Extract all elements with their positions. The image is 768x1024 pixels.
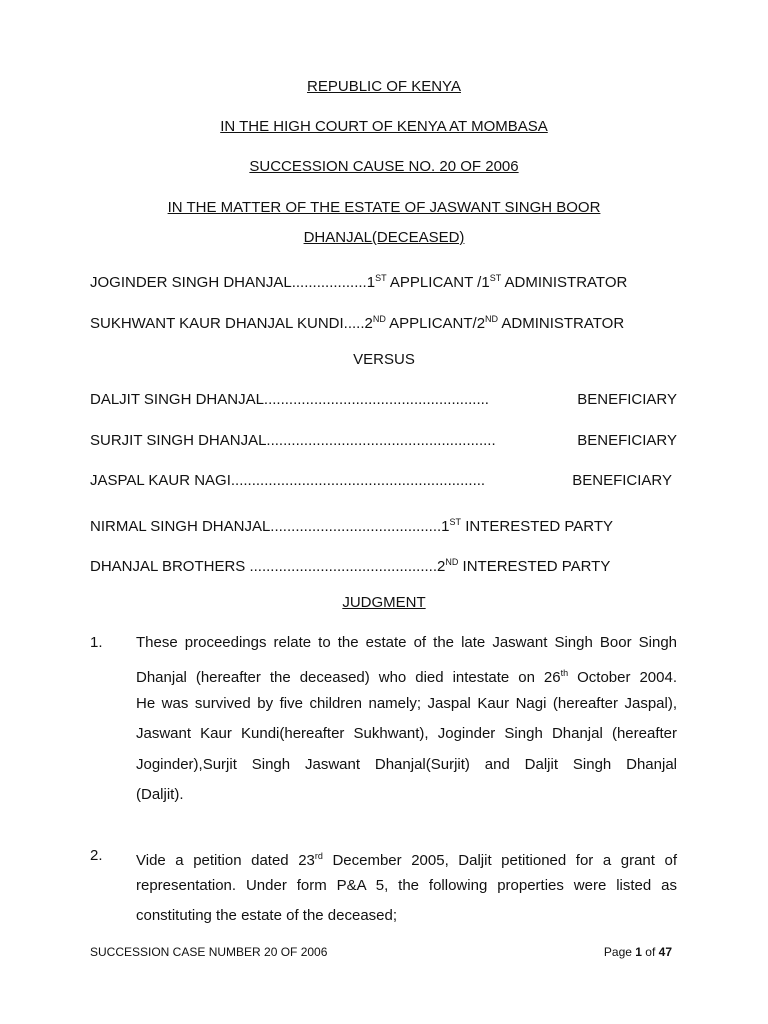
respondent-3-role: BENEFICIARY	[572, 472, 672, 489]
respondent-1-name: DALJIT SINGH DHANJAL......................................................	[90, 391, 489, 408]
paragraph-1-line: He was survived by five children namely; Jaspal Kaur Nagi (hereafter Jaspal),	[136, 695, 677, 712]
paragraph-2-number: 2.	[90, 847, 103, 864]
footer-page-number: Page 1 of 47	[603, 945, 672, 959]
judgment-title: JUDGMENT	[342, 594, 426, 611]
paragraph-1-line: Jaswant Kaur Kundi(hereafter Sukhwant), Joginder Singh Dhanjal (hereafter	[136, 725, 677, 742]
heading-cause-number: SUCCESSION CAUSE NO. 20 OF 2006	[249, 158, 519, 175]
footer-case-number: SUCCESSION CASE NUMBER 20 OF 2006	[90, 945, 328, 959]
heading-republic: REPUBLIC OF KENYA	[307, 78, 461, 95]
applicant-1-text: JOGINDER SINGH DHANJAL..................1ST APPLICANT /1ST ADMINISTRATOR	[90, 273, 628, 291]
interested-party-1	[90, 512, 677, 537]
paragraph-2-line: representation. Under form P&A 5, the following properties were listed as	[136, 877, 677, 894]
paragraph-1-line: (Daljit).	[136, 786, 184, 803]
interested-party-2	[90, 552, 677, 577]
heading-matter-line2: DHANJAL(DECEASED)	[303, 229, 465, 246]
paragraph-1-line: Dhanjal (hereafter the deceased) who died intestate on 26th October 2004.	[136, 668, 678, 686]
applicant-1	[90, 268, 677, 293]
paragraph-1-line: Joginder),Surjit Singh Jaswant Dhanjal(Surjit) and Daljit Singh Dhanjal	[136, 756, 677, 773]
applicant-2-text: SUKHWANT KAUR DHANJAL KUNDI.....2ND APPLICANT/2ND ADMINISTRATOR	[90, 314, 625, 332]
respondent-3	[90, 471, 672, 491]
interested-party-1-text: NIRMAL SINGH DHANJAL.........................................1ST INTERESTED PARTY	[90, 517, 614, 535]
paragraph-2-line: constituting the estate of the deceased;	[136, 907, 398, 924]
paragraph-1-number: 1.	[90, 634, 103, 651]
heading-court: IN THE HIGH COURT OF KENYA AT MOMBASA	[220, 118, 548, 135]
paragraph-2-line: Vide a petition dated 23rd December 2005, Daljit petitioned for a grant of	[136, 851, 677, 869]
paragraph-1-line: These proceedings relate to the estate of the late Jaswant Singh Boor Singh	[136, 634, 677, 651]
versus-label: VERSUS	[353, 351, 415, 368]
respondent-2-role: BENEFICIARY	[577, 432, 677, 449]
applicant-2	[90, 309, 677, 334]
respondent-1-role: BENEFICIARY	[577, 391, 677, 408]
interested-party-2-text: DHANJAL BROTHERS .............................................2ND INTERESTED PARTY	[90, 557, 611, 575]
respondent-2-name: SURJIT SINGH DHANJAL.......................................................	[90, 432, 496, 449]
respondent-1	[90, 390, 677, 410]
respondent-3-name: JASPAL KAUR NAGI.............................................................	[90, 472, 486, 489]
respondent-2	[90, 431, 677, 451]
heading-matter-line1: IN THE MATTER OF THE ESTATE OF JASWANT SINGH BOOR	[167, 199, 601, 216]
